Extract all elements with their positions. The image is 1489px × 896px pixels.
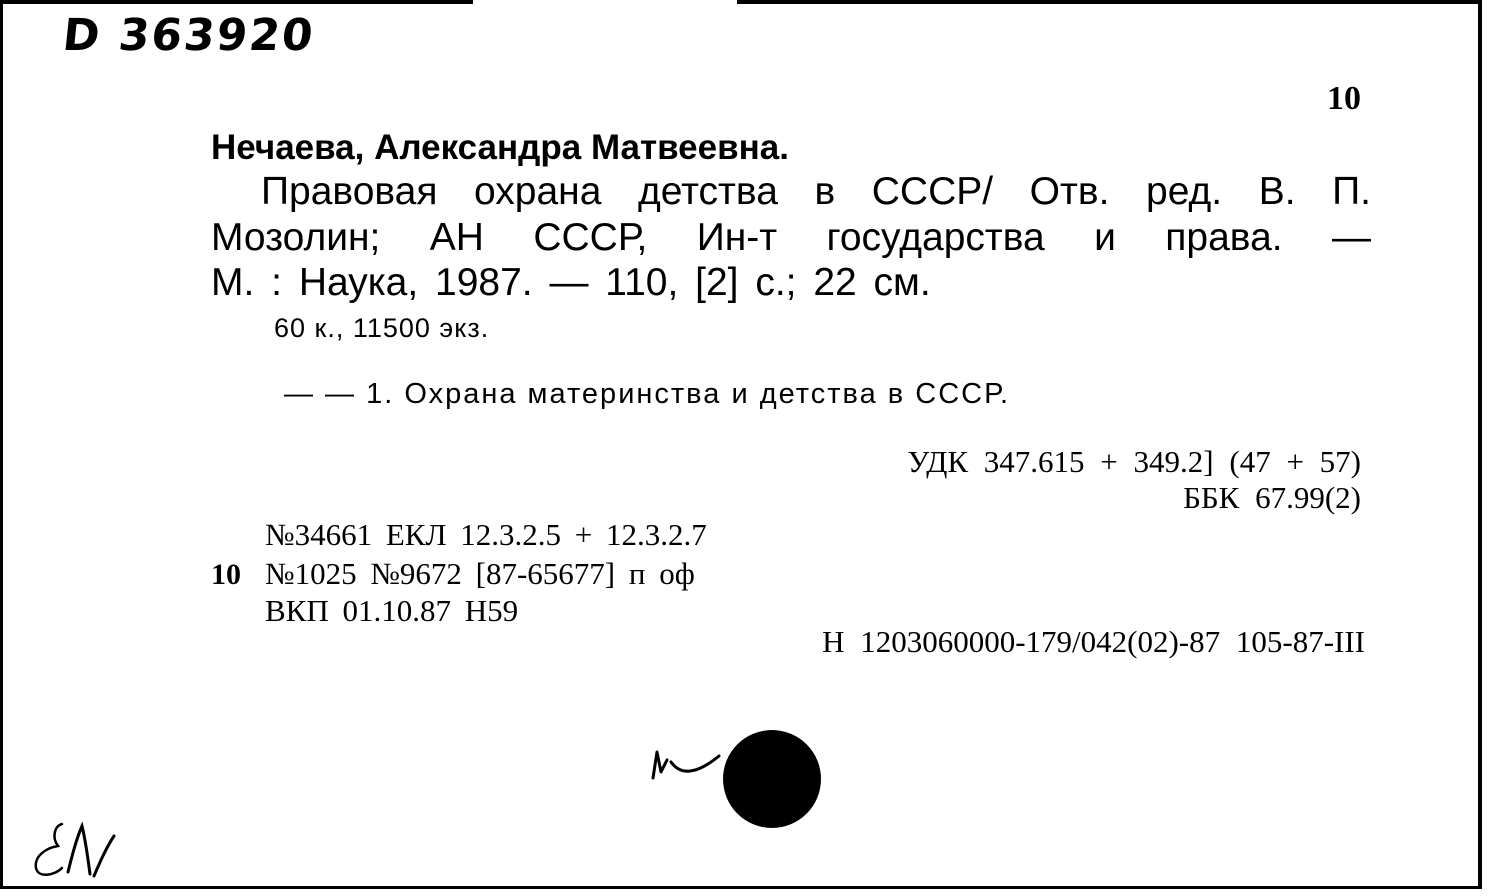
card-top-notch — [473, 0, 737, 4]
punch-hole — [723, 730, 821, 828]
handwritten-initials-icon — [28, 816, 120, 886]
price-line: 60 к., 11500 экз. — [274, 313, 490, 343]
udk-code: УДК 347.615 + 349.2] (47 + 57) — [907, 444, 1361, 479]
copies-label: 10 — [211, 558, 241, 591]
title-line-2: Мозолин; АН СССР, Ин-т государства и права. — — [211, 216, 1371, 259]
stamp-number: D 363920 — [60, 10, 318, 61]
title-line-1: Правовая охрана детства в СССР/ Отв. ред. В. П. — [261, 170, 1371, 213]
title-line-3: М. : Наука, 1987. — 110, [2] с.; 22 см. — [211, 261, 931, 304]
tech-line-3: ВКП 01.10.87 Н59 — [265, 593, 519, 628]
author-heading: Нечаева, Александра Матвеевна. — [211, 128, 789, 167]
isbn-code: Н 1203060000-179/042(02)-87 105-87-III — [822, 624, 1365, 659]
tech-line-2: №1025 №9672 [87-65677] п оф — [265, 556, 695, 591]
subject-heading: — — 1. Охрана материнства и детства в СССР. — [284, 378, 1011, 410]
bbk-code: ББК 67.99(2) — [1183, 480, 1361, 515]
tech-line-1: №34661 ЕКЛ 12.3.2.5 + 12.3.2.7 — [265, 517, 707, 552]
handwritten-mark-icon — [647, 742, 723, 782]
card-number-top: 10 — [1327, 80, 1361, 117]
